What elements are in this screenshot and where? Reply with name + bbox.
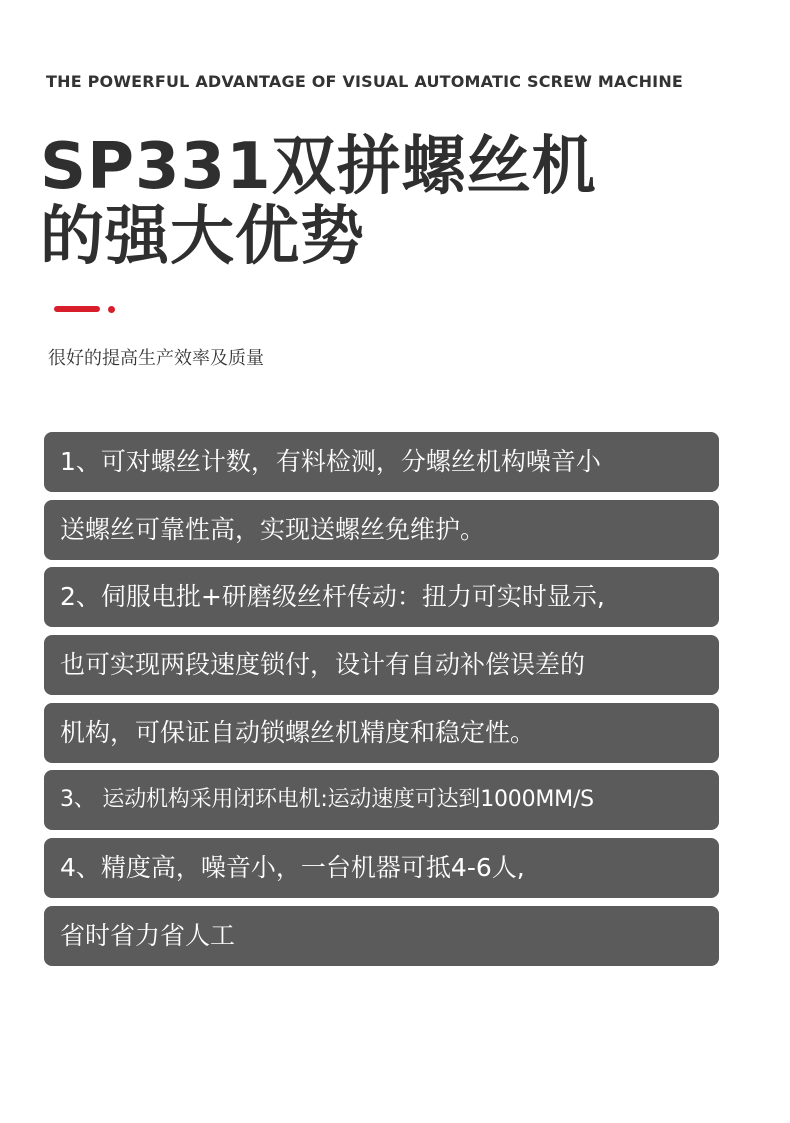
feature-bar: 4、精度高，噪音小，一台机器可抵4-6人,	[44, 838, 719, 898]
feature-bar: 1、可对螺丝计数，有料检测，分螺丝机构噪音小	[44, 432, 719, 492]
accent-bar	[54, 306, 100, 312]
feature-list	[44, 432, 719, 974]
subtitle: 很好的提高生产效率及质量	[48, 348, 264, 369]
feature-bar: 送螺丝可靠性高，实现送螺丝免维护。	[44, 500, 719, 560]
feature-bar: 也可实现两段速度锁付，设计有自动补偿误差的	[44, 635, 719, 695]
accent-dot	[108, 306, 115, 313]
page-title	[40, 132, 597, 272]
eyebrow-text: THE POWERFUL ADVANTAGE OF VISUAL AUTOMATIC SCREW MACHINE	[46, 72, 684, 91]
feature-bar: 省时省力省人工	[44, 906, 719, 966]
feature-bar: 机构，可保证自动锁螺丝机精度和稳定性。	[44, 703, 719, 763]
feature-bar: 2、伺服电批+研磨级丝杆传动：扭力可实时显示,	[44, 567, 719, 627]
page-title-line-1: SP331双拼螺丝机	[40, 130, 597, 204]
page-title-line-2: 的强大优势	[40, 200, 365, 274]
feature-bar: 3、 运动机构采用闭环电机:运动速度可达到1000MM/S	[44, 770, 719, 830]
